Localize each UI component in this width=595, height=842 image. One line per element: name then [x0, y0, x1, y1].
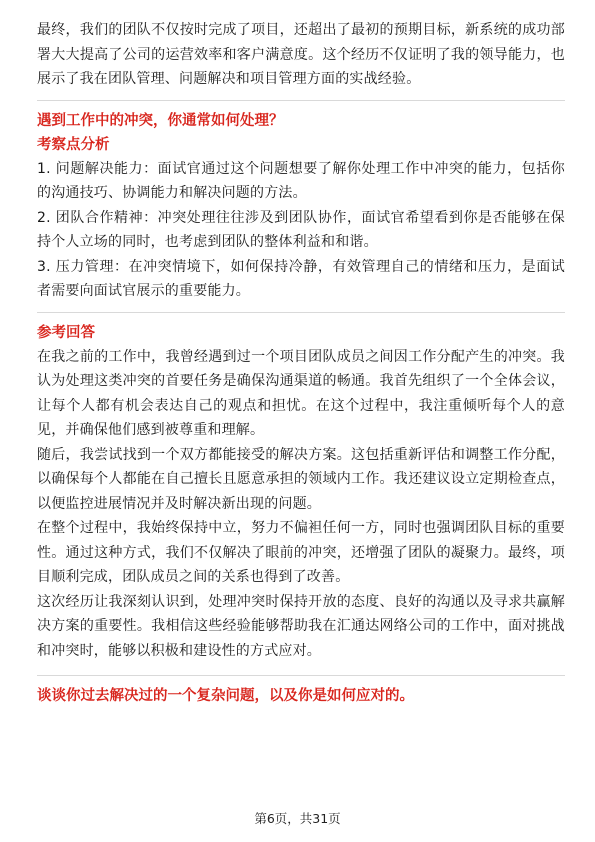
section-divider — [37, 675, 565, 676]
analysis-point-2: 2. 团队合作精神：冲突处理往往涉及到团队协作，面试官希望看到你是否能够在保持个人立场的同时，也考虑到团队的整体利益和和谐。 — [37, 209, 565, 250]
analysis-point-1: 1. 问题解决能力：面试官通过这个问题想要了解你处理工作中冲突的能力，包括你的沟通技巧、协调能力和解决问题的方法。 — [37, 160, 565, 201]
section-divider — [37, 100, 565, 101]
section-divider — [37, 312, 565, 313]
intro-paragraph: 最终，我们的团队不仅按时完成了项目，还超出了最初的预期目标，新系统的成功部署大大提高了公司的运营效率和客户满意度。这个经历不仅证明了我的领导能力，也展示了我在团队管理、问题解决和项目管理方面的实战经验。 — [37, 22, 565, 87]
answer-paragraph-1: 在我之前的工作中，我曾经遇到过一个项目团队成员之间因工作分配产生的冲突。我认为处理这类冲突的首要任务是确保沟通渠道的畅通。我首先组织了一个全体会议，让每个人都有机会表达自己的观点和担忧。在这个过程中，我注重倾听每个人的意见，并确保他们感到被尊重和理解。 — [37, 348, 565, 438]
page-number-footer: 第6页，共31页 — [254, 811, 341, 826]
answer-paragraph-3: 在整个过程中，我始终保持中立，努力不偏袒任何一方，同时也强调团队目标的重要性。通过这种方式，我们不仅解决了眼前的冲突，还增强了团队的凝聚力。最终，项目顺利完成，团队成员之间的关系也得到了改善。 — [37, 520, 565, 585]
answer-heading: 参考回答 — [37, 324, 95, 341]
analysis-point-3: 3. 压力管理：在冲突情境下，如何保持冷静，有效管理自己的情绪和压力，是面试者需要向面试官展示的重要能力。 — [37, 258, 565, 299]
question-title: 遇到工作中的冲突，你通常如何处理？ — [37, 112, 284, 129]
analysis-heading: 考察点分析 — [37, 136, 110, 153]
answer-paragraph-4: 这次经历让我深刻认识到，处理冲突时保持开放的态度、良好的沟通以及寻求共赢解决方案的重要性。我相信这些经验能够帮助我在汇通达网络公司的工作中，面对挑战和冲突时，能够以积极和建设性的方式应对。 — [37, 593, 565, 659]
document-page — [37, 18, 565, 708]
next-question-title: 谈谈你过去解决过的一个复杂问题，以及你是如何应对的。 — [37, 688, 414, 704]
answer-paragraph-2: 随后，我尝试找到一个双方都能接受的解决方案。这包括重新评估和调整工作分配，以确保每个人都能在自己擅长且愿意承担的领域内工作。我还建议设立定期检查点，以便监控进展情况并及时解决新出现的问题。 — [37, 446, 565, 512]
